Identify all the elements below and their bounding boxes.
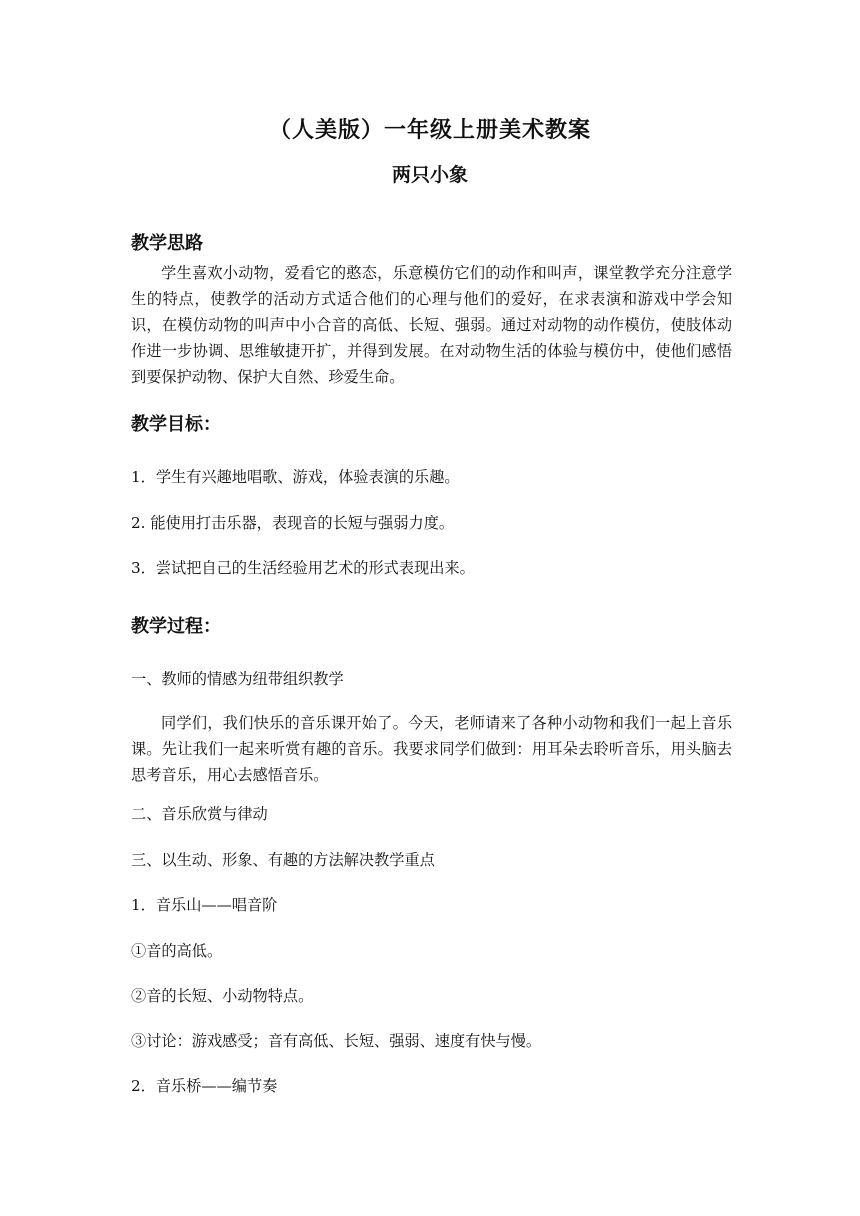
goal-item-2: 2. 能使用打击乐器，表现音的长短与强弱力度。 bbox=[131, 514, 455, 532]
process-sub-2: 2．音乐桥——编节奏 bbox=[131, 1077, 278, 1095]
section-heading-process: 教学过程： bbox=[131, 616, 221, 637]
document-title: （人美版）一年级上册美术教案 bbox=[268, 117, 591, 143]
thinking-paragraph: 学生喜欢小动物，爱看它的憨态，乐意模仿它们的动作和叫声，课堂教学充分注意学生的特点，使教学的活动方式适合他们的心理与他们的爱好，在求表演和游戏中学会知识，在模仿动物的叫声中小合音的高低、长短、强弱。通过对动物的动作模仿，使肢体动作进一步协调、思维敏捷开扩，并得到发展。在对动物生活的体验与模仿中，使他们感悟到要保护动物、保护大自然、珍爱生命。 bbox=[131, 264, 732, 386]
process-step-2: 二、音乐欣赏与律动 bbox=[131, 805, 268, 823]
goal-item-1: 1．学生有兴趣地唱歌、游戏，体验表演的乐趣。 bbox=[131, 468, 460, 486]
process-step-1-paragraph: 同学们，我们快乐的音乐课开始了。今天，老师请来了各种小动物和我们一起上音乐课。先让我们一起来听赏有趣的音乐。我要求同学们做到：用耳朵去聆听音乐，用头脑去思考音乐，用心去感悟音乐。 bbox=[131, 714, 732, 784]
process-step-1: 一、教师的情感为纽带组织教学 bbox=[131, 670, 344, 688]
process-sub-1-item-3: ③讨论：游戏感受；音有高低、长短、强弱、速度有快与慢。 bbox=[131, 1032, 542, 1050]
goal-item-3: 3．尝试把自己的生活经验用艺术的形式表现出来。 bbox=[131, 559, 475, 577]
process-sub-1-item-2: ②音的长短、小动物特点。 bbox=[131, 987, 314, 1005]
section-heading-thinking: 教学思路 bbox=[131, 233, 203, 254]
process-step-3: 三、以生动、形象、有趣的方法解决教学重点 bbox=[131, 851, 435, 869]
document-subtitle: 两只小象 bbox=[391, 164, 468, 186]
section-heading-goals: 教学目标： bbox=[131, 414, 221, 435]
process-sub-1: 1．音乐山——唱音阶 bbox=[131, 896, 278, 914]
process-sub-1-item-1: ①音的高低。 bbox=[131, 942, 223, 960]
